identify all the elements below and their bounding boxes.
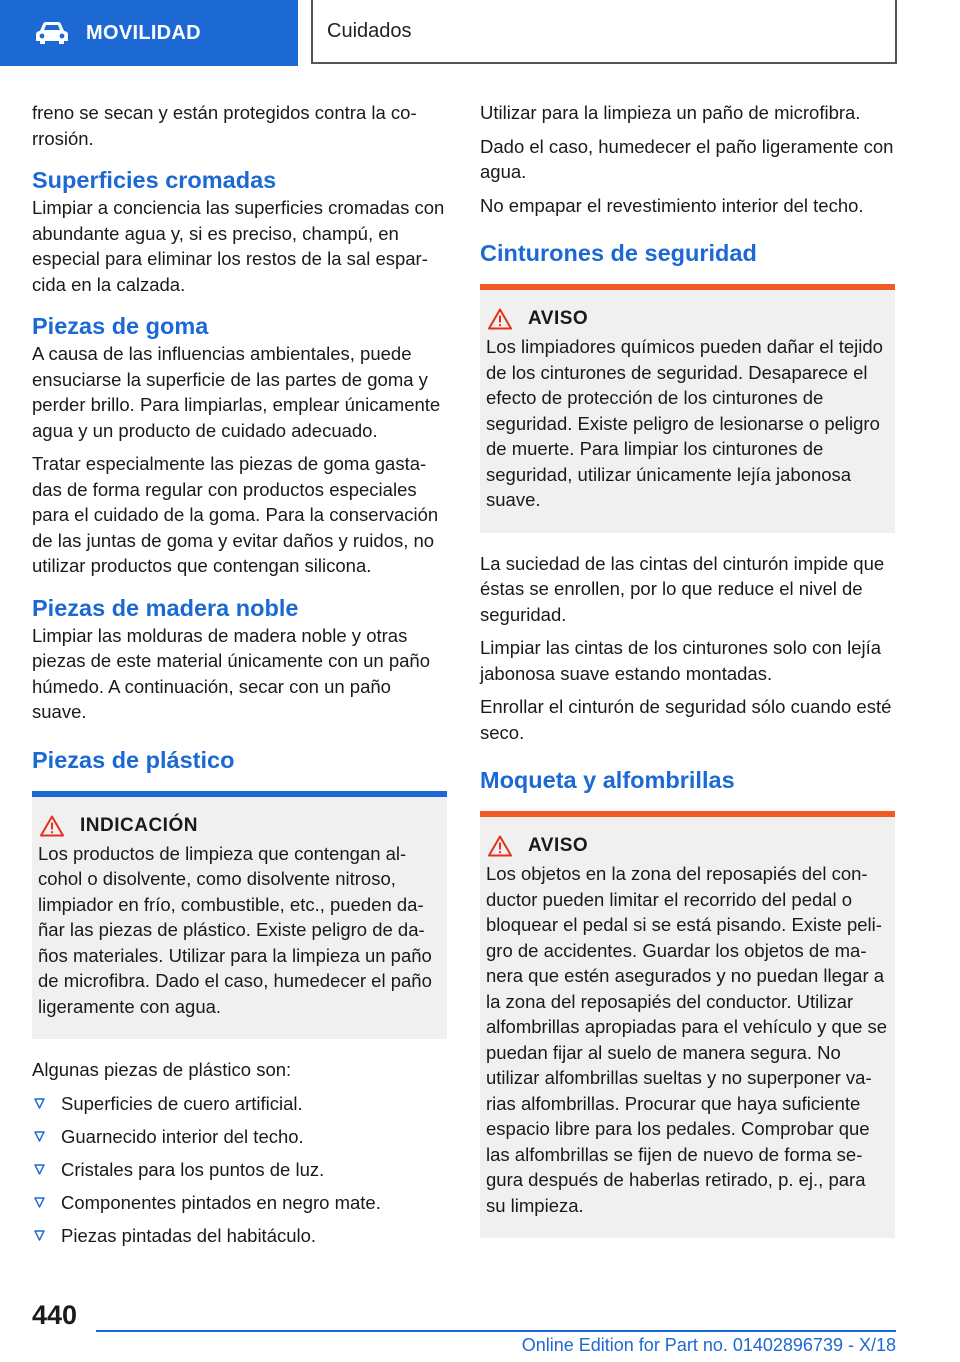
triangle-bullet-icon bbox=[34, 1197, 45, 1208]
warning-triangle-icon bbox=[488, 835, 512, 857]
plastic-parts-list bbox=[32, 1091, 447, 1249]
headliner-paragraph: No empapar el revestimiento interior del techo. bbox=[480, 194, 864, 216]
section-label: MOVILIDAD bbox=[86, 21, 201, 44]
warning-triangle-icon bbox=[40, 815, 64, 837]
chapter-label: Cuidados bbox=[327, 19, 412, 42]
belts-paragraph-1: La suciedad de las cintas del cinturón impide que éstas se enrollen, por lo que reduce el nivel de seguridad. bbox=[480, 552, 885, 625]
notice-box bbox=[32, 791, 447, 1040]
rubber-paragraph-1: A causa de las influencias ambientales, puede ensuciarse la superficie de las partes de goma y perder brillo. Para limpiarlas, emplear únicamente agua y un producto de cuidado adecuado. bbox=[32, 343, 441, 441]
heading-carpet: Moqueta y alfombrillas bbox=[480, 767, 735, 793]
left-column bbox=[32, 100, 447, 1256]
heading-wood: Piezas de madera noble bbox=[32, 594, 299, 621]
heading-plastic: Piezas de plástico bbox=[32, 746, 235, 773]
list-item: Superficies de cuero artificial. bbox=[32, 1091, 447, 1117]
triangle-bullet-icon bbox=[34, 1098, 45, 1109]
warning-box-carpet bbox=[480, 811, 895, 1238]
warning-text: Los objetos en la zona del reposapiés del conductor pueden limitar el recorrido del pedal o bloquear el pedal si se está pisando. Existe peligro de accidentes. Guardar los objetos de manera que estén asegurados y no puedan llegar a la zona del reposapiés del conductor. Utilizar alfombrillas apropiadas para el vehículo y que se puedan fijar al suelo de manera segura. No utilizar alfombrillas sueltas y no superponer varias alfombrillas. Procurar que haya suficiente espacio libre para los pedales. Comprobar que las alfombrillas se fijen de nuevo de forma segura después de haberlas retirado, p. ej., para su limpieza. bbox=[486, 863, 888, 1216]
heading-seatbelts: Cinturones de seguridad bbox=[480, 240, 757, 266]
triangle-bullet-icon bbox=[34, 1230, 45, 1241]
list-item: Cristales para los puntos de luz. bbox=[32, 1157, 447, 1183]
microfiber-paragraph: Utilizar para la limpieza un paño de microfibra. bbox=[480, 102, 861, 123]
triangle-bullet-icon bbox=[34, 1131, 45, 1142]
heading-chromed: Superficies cromadas bbox=[32, 167, 277, 193]
notice-text: Los productos de limpieza que contengan alcohol o disolvente, como disolvente nitroso, limpiador en frío, combustible, etc., pueden dañar las piezas de plástico. Existe peligro de daños materiales. Utilizar para la limpieza un paño de microfibra. Dado el caso, humedecer el paño ligeramente con agua. bbox=[38, 842, 432, 1017]
intro-paragraph: freno se secan y están protegidos contra la corrosión. bbox=[32, 102, 417, 149]
page-header bbox=[0, 0, 960, 66]
belts-paragraph-3: Enrollar el cinturón de seguridad sólo cuando esté seco. bbox=[480, 696, 892, 743]
right-column bbox=[480, 100, 895, 1256]
list-item: Piezas pintadas del habitáculo. bbox=[32, 1223, 447, 1249]
moisten-paragraph: Dado el caso, humedecer el paño ligeramente con agua. bbox=[480, 135, 894, 182]
edition-text: Online Edition for Part no. 01402896739 - X/18 bbox=[521, 1335, 896, 1355]
section-tab-movilidad[interactable] bbox=[0, 0, 298, 66]
car-icon bbox=[34, 21, 70, 45]
warning-box-seatbelts bbox=[480, 284, 895, 533]
wood-paragraph: Limpiar las molduras de madera noble y otras piezas de este material únicamente con un paño húmedo. A continuación, secar con un paño suave. bbox=[32, 624, 431, 722]
triangle-bullet-icon bbox=[34, 1164, 45, 1175]
belts-paragraph-2: Limpiar las cintas de los cinturones solo con lejía jabonosa suave estando montadas. bbox=[480, 637, 882, 684]
rubber-paragraph-2: Tratar especialmente las piezas de goma gastadas de forma regular con productos especiales para el cuidado de la goma. Para la conservación de las juntas de goma y evitar daños y ruidos, no utilizar productos que contengan silicona. bbox=[32, 453, 439, 576]
warning-triangle-icon bbox=[488, 308, 512, 330]
heading-rubber: Piezas de goma bbox=[32, 313, 209, 339]
page-number: 440 bbox=[32, 1300, 78, 1330]
warning-text: Los limpiadores químicos pueden dañar el tejido de los cinturones de seguridad. Desaparece el efecto de protección de los cinturones de seguridad. Existe peligro de lesionarse o peligro de muerte. Para limpiar los cinturones de seguridad, utilizar únicamente lejía jabonosa suave. bbox=[486, 336, 883, 510]
warning-title: AVISO bbox=[528, 308, 589, 329]
footer-rule bbox=[96, 1330, 896, 1332]
list-item: Guarnecido interior del techo. bbox=[32, 1124, 447, 1150]
plastic-list-intro: Algunas piezas de plástico son: bbox=[32, 1059, 292, 1080]
list-item: Componentes pintados en negro mate. bbox=[32, 1190, 447, 1216]
notice-title: INDICACIÓN bbox=[80, 814, 198, 836]
warning-title: AVISO bbox=[528, 835, 589, 856]
chapter-tab-cuidados[interactable] bbox=[311, 0, 897, 64]
chromed-paragraph: Limpiar a conciencia las superficies cromadas con abundante agua y, si es preciso, champú, en especial para eliminar los restos de la sal esparcida en la calzada. bbox=[32, 197, 445, 295]
